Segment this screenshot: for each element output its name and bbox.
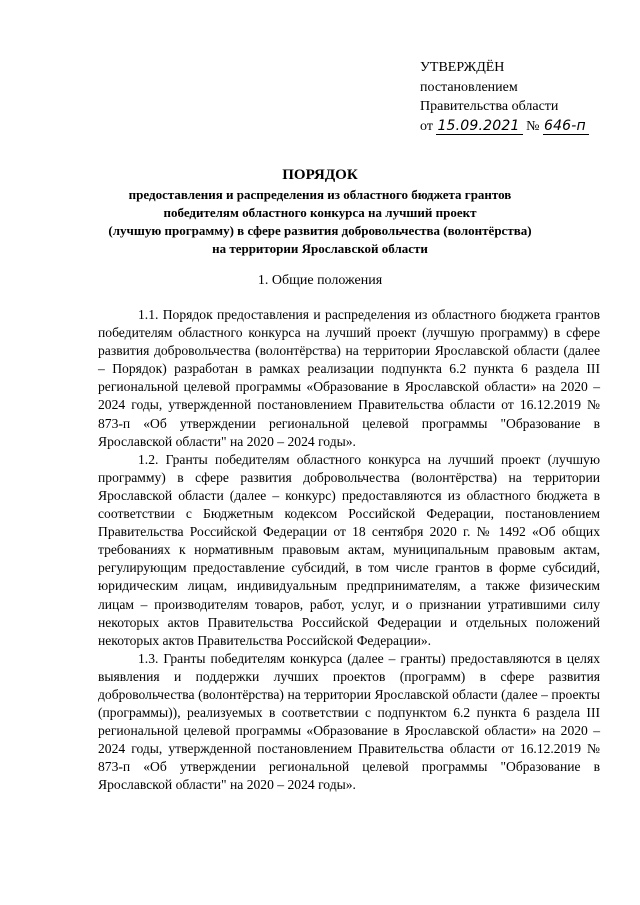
paragraph-1-3: 1.3. Гранты победителям конкурса (далее – гранты) предоставляются в целях выявления и поддержки лучших проектов (программ) в сфере развития добровольчества (волонтёрства) на территории Ярославской области (далее – проекты (программы)), реализуемых в соответствии с подпунктом 6.2 пункта 6 раздела III региональной целевой программы «Образование в Ярославской области» на 2020 – 2024 годы, утвержденной постановлением Правительства области от 16.12.2019 № 873-п «Об утверждении региональной целевой программы "Образование в Ярославской области" на 2020 – 2024 годы». xyxy=(98,650,600,793)
approval-line-government: Правительства области xyxy=(420,99,559,114)
approval-line-resolution: постановлением xyxy=(420,79,518,95)
approval-date-line xyxy=(420,117,630,137)
date-prefix: от xyxy=(420,118,433,134)
subtitle-line: предоставления и распределения из областного бюджета грантов xyxy=(128,187,512,202)
title-block xyxy=(40,166,600,258)
subtitle-line: победителям областного конкурса на лучший проект xyxy=(163,205,477,220)
subtitle-line: на территории Ярославской области xyxy=(212,241,428,256)
body-text xyxy=(98,306,600,795)
document-title: ПОРЯДОК xyxy=(282,167,358,183)
number-prefix: № xyxy=(526,118,540,134)
paragraph-1-1: 1.1. Порядок предоставления и распределения из областного бюджета грантов победителям областного конкурса на лучший проект (лучшую программу) в сфере развития добровольчества (волонтёрства) на территории Ярославской области (далее – Порядок) разработан в рамках реализации подпункта 6.2 пункта 6 раздела III региональной целевой программы «Образование в Ярославской области» на 2020 – 2024 годы, утвержденной постановлением Правительства области от 16.12.2019 № 873-п «Об утверждении региональной целевой программы "Образование в Ярославской области" на 2020 – 2024 годы». xyxy=(98,307,600,449)
section-heading: 1. Общие положения xyxy=(257,273,383,288)
handwritten-number: 646-п xyxy=(543,118,589,135)
approval-stamp xyxy=(420,58,630,136)
approval-heading: УТВЕРЖДЁН xyxy=(420,60,505,75)
paragraph-1-2: 1.2. Гранты победителям областного конкурса на лучший проект (лучшую программу) в сфере развития добровольчества (волонтёрства) на территории Ярославской области (далее – конкурс) предоставляются из областного бюджета в соответствии с Бюджетным кодексом Российской Федерации, постановлением Правительства Российской Федерации от 18 сентября 2020 г. № 1492 «Об общих требованиях к нормативным правовым актам, муниципальным правовым актам, регулирующим предоставление субсидий, в том числе грантов в форме субсидий, юридическим лицам, индивидуальным предпринимателям, а также физическим лицам – производителям товаров, работ, услуг, и о признании утратившими силу некоторых актов Правительства Российской Федерации и отдельных положений некоторых актов Правительства Российской Федерации». xyxy=(98,451,600,648)
handwritten-date: 15.09.2021 xyxy=(436,118,522,135)
subtitle-line: (лучшую программу) в сфере развития добровольчества (волонтёрства) xyxy=(108,223,532,238)
